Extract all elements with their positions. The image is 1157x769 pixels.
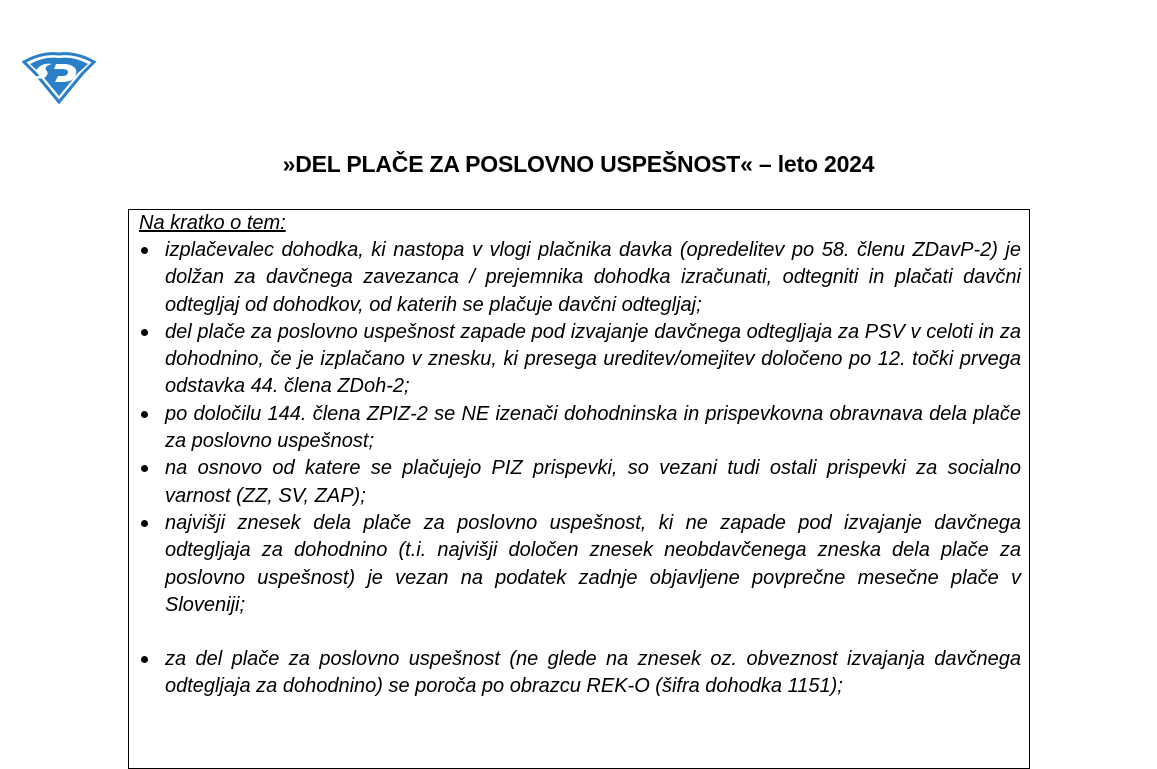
bullet-icon [141, 411, 148, 418]
list-item [129, 646, 1031, 701]
list-item [129, 237, 1031, 319]
bullet-icon [141, 465, 148, 472]
list-item [129, 401, 1031, 456]
list-item [129, 455, 1031, 510]
summary-list [129, 237, 1031, 701]
bullet-icon [141, 656, 148, 663]
list-item-text: del plače za poslovno uspešnost zapade pod izvajanje davčnega odtegljaja za PSV v celoti in za dohodnino, če je izplačano v znesku, ki presega ureditev/omejitev določeno po 12. točki prvega odstavka 44. člena ZDoh-2; [165, 320, 1021, 398]
document-title: »DEL PLAČE ZA POSLOVNO USPEŠNOST« – leto 2024 [282, 151, 875, 177]
list-spacer [129, 619, 1031, 646]
list-item-text: po določilu 144. člena ZPIZ-2 se NE izenači dohodninska in prispevkovna obravnava dela plače za poslovno uspešnost; [165, 402, 1021, 453]
bullet-icon [141, 520, 148, 527]
list-item [129, 319, 1031, 401]
summary-heading: Na kratko o tem: [139, 212, 286, 234]
bullet-icon [141, 247, 148, 254]
list-item-text: najvišji znesek dela plače za poslovno uspešnost, ki ne zapade pod izvajanje davčnega odtegljaja za dohodnino (t.i. najvišji določen znesek neobdavčenega zneska dela plače za poslovno uspešnost) je vezan na podatek zadnje objavljene povprečne mesečne plače v Sloveniji; [165, 511, 1021, 616]
list-item-text: izplačevalec dohodka, ki nastopa v vlogi plačnika davka (opredelitev po 58. členu ZDavP-2) je dolžan za davčnega zavezanca / prejemnika dohodka izračunati, odtegniti in plačati davčni odtegljaj od dohodkov, od katerih se plačuje davčni odtegljaj; [165, 239, 1021, 316]
summary-box [128, 209, 1030, 769]
bullet-icon [141, 329, 148, 336]
list-item-text: za del plače za poslovno uspešnost (ne glede na znesek oz. obveznost izvajanja davčnega odtegljaja za dohodnino) se poroča po obrazcu REK-O (šifra dohodka 1151); [165, 648, 1021, 698]
list-item-text: na osnovo od katere se plačujejo PIZ prispevki, so vezani tudi ostali prispevki za socialno varnost (ZZ, SV, ZAP); [165, 457, 1021, 507]
list-item [129, 510, 1031, 619]
sd-shield-logo-icon [22, 50, 96, 104]
